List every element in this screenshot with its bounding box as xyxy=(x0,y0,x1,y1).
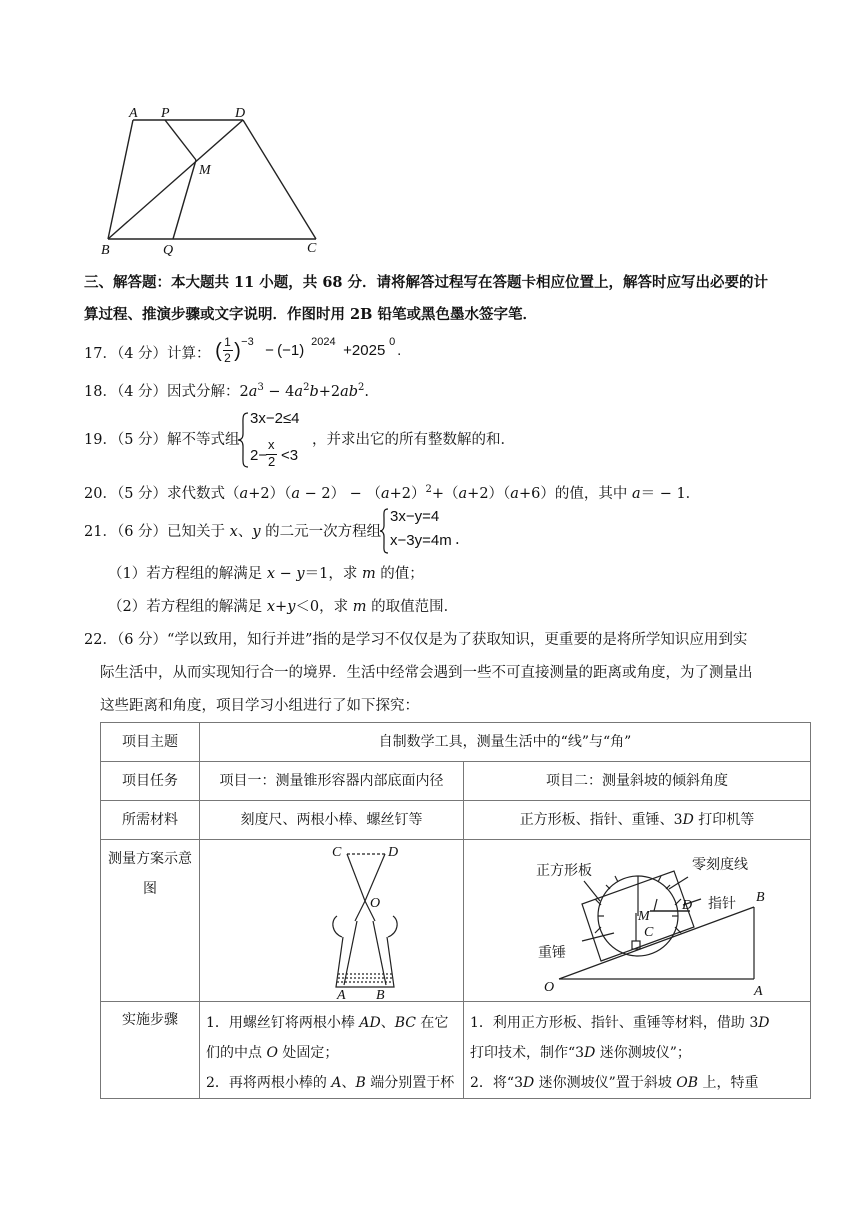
cell-theme-head: 项目主题 xyxy=(101,723,200,762)
svg-text:重锤: 重锤 xyxy=(538,945,566,961)
cell-task-head: 项目任务 xyxy=(101,762,200,801)
cell-task-col1: 项目一：测量锥形容器内部底面内径 xyxy=(200,762,464,801)
cell-material-head: 所需材料 xyxy=(101,801,200,840)
svg-text:B: B xyxy=(756,889,765,905)
label-m: M xyxy=(199,163,211,178)
label-a: A xyxy=(129,106,138,121)
svg-text:C: C xyxy=(332,844,342,860)
cell-steps-col2: 1．利用正方形板、指针、重锤等材料，借助 3D 打印技术，制作“3D 迷你测坡仪”； 2．将“3D 迷你测坡仪”置于斜坡 OB 上，特重 xyxy=(464,1002,811,1099)
project-table xyxy=(100,722,811,1099)
q21-sub2: （2）若方程组的解满足 x+y＜0，求 m 的取值范围． xyxy=(108,599,459,615)
label-q: Q xyxy=(163,243,174,258)
question-17 xyxy=(84,335,415,368)
label-c: C xyxy=(307,241,317,256)
question-21: 21．（6 分）已知关于 x、y 的二元一次方程组 3x−y=4 x−3y=4m . xyxy=(84,506,784,556)
question-19: 19．（5 分）解不等式组 3x−2≤4 2− x 2 <3 ，并求出它的所有整数解的和． xyxy=(84,410,515,469)
section-instructions-line2: 算过程、推演步骤或文字说明．作图时用 2B 铅笔或黑色墨水签字笔． xyxy=(84,306,537,323)
brace-icon-2 xyxy=(379,508,389,554)
svg-text:A: A xyxy=(754,983,763,999)
svg-text:B: B xyxy=(376,987,385,1001)
cell-task-col2: 项目二：测量斜坡的倾斜角度 xyxy=(464,762,811,801)
question-20: 20．（5 分）求代数式$(a+2)(a - 2) - (a+2)^2+(a+2)(a+6)$的值，其中 a＝ − 1． xyxy=(84,484,701,502)
cell-steps-head: 实施步骤 xyxy=(101,1002,200,1099)
brace-icon xyxy=(237,412,249,468)
q21-sub1: （1）若方程组的解满足 x − y＝1，求 m 的值； xyxy=(108,566,424,582)
cone-measure-diagram xyxy=(200,841,463,1001)
label-d: D xyxy=(235,106,246,121)
label-b: B xyxy=(101,243,110,258)
table-row-task xyxy=(101,762,811,801)
svg-text:零刻度线: 零刻度线 xyxy=(692,857,748,873)
cell-theme-value: 自制数学工具，测量生活中的“线”与“角” xyxy=(200,723,811,762)
svg-text:O: O xyxy=(370,895,381,911)
cell-steps-col1: 1．用螺丝钉将两根小棒 AD、BC 在它 们的中点 O 处固定； 2．再将两根小棒的 A、B 端分别置于杯 xyxy=(200,1002,464,1099)
q21-eq2: x−3y=4m xyxy=(390,532,452,549)
q21-eq1: 3x−y=4 xyxy=(390,508,440,525)
cell-material-col1: 刻度尺、两根小棒、螺丝钉等 xyxy=(200,801,464,840)
q17-label: 17．（4 分）计算： xyxy=(84,346,211,362)
svg-text:指针: 指针 xyxy=(708,896,736,912)
svg-text:D: D xyxy=(682,897,693,913)
table-row-diagram xyxy=(101,840,811,1002)
svg-text:D: D xyxy=(388,844,399,860)
table-row-theme xyxy=(101,723,811,762)
cell-material-col2: 正方形板、指针、重锤、3D 打印机等 xyxy=(464,801,811,840)
q22-line1: 22．（6 分）“学以致用，知行并进”指的是学习不仅仅是为了获取知识，更重要的是将所学知识应用到实 xyxy=(84,632,748,648)
q22-line3: 这些距离和角度，项目学习小组进行了如下探究： xyxy=(100,698,419,714)
q22-line2: 际生活中，从而实现知行合一的境界．生活中经常会遇到一些不可直接测量的距离或角度，为了测量出 xyxy=(100,665,753,681)
q17-expression: ( 1 2 ) −3 − (−1) 2024 +2025 0 . xyxy=(215,335,402,365)
trapezoid-figure xyxy=(95,100,335,260)
cell-diagram1 xyxy=(200,840,464,1002)
svg-text:正方形板: 正方形板 xyxy=(536,863,592,879)
svg-text:A: A xyxy=(337,987,346,1001)
cell-diagram-head: 测量方案示意 图 xyxy=(101,840,200,1002)
table-row-steps xyxy=(101,1002,811,1099)
cell-diagram2 xyxy=(464,840,811,1002)
slope-measure-diagram xyxy=(464,841,810,1001)
svg-text:C: C xyxy=(644,924,654,940)
svg-text:O: O xyxy=(544,979,555,995)
label-p: P xyxy=(161,106,170,121)
svg-text:M: M xyxy=(638,908,650,924)
section-instructions-line1: 三、解答题：本大题共 11 小题，共 68 分．请将解答过程写在答题卡相应位置上，解答时应写出必要的计 xyxy=(84,274,769,291)
table-row-material xyxy=(101,801,811,840)
question-18: 18．（4 分）因式分解：$2a^3 - 4a^2b+2ab^2$. xyxy=(84,382,370,400)
